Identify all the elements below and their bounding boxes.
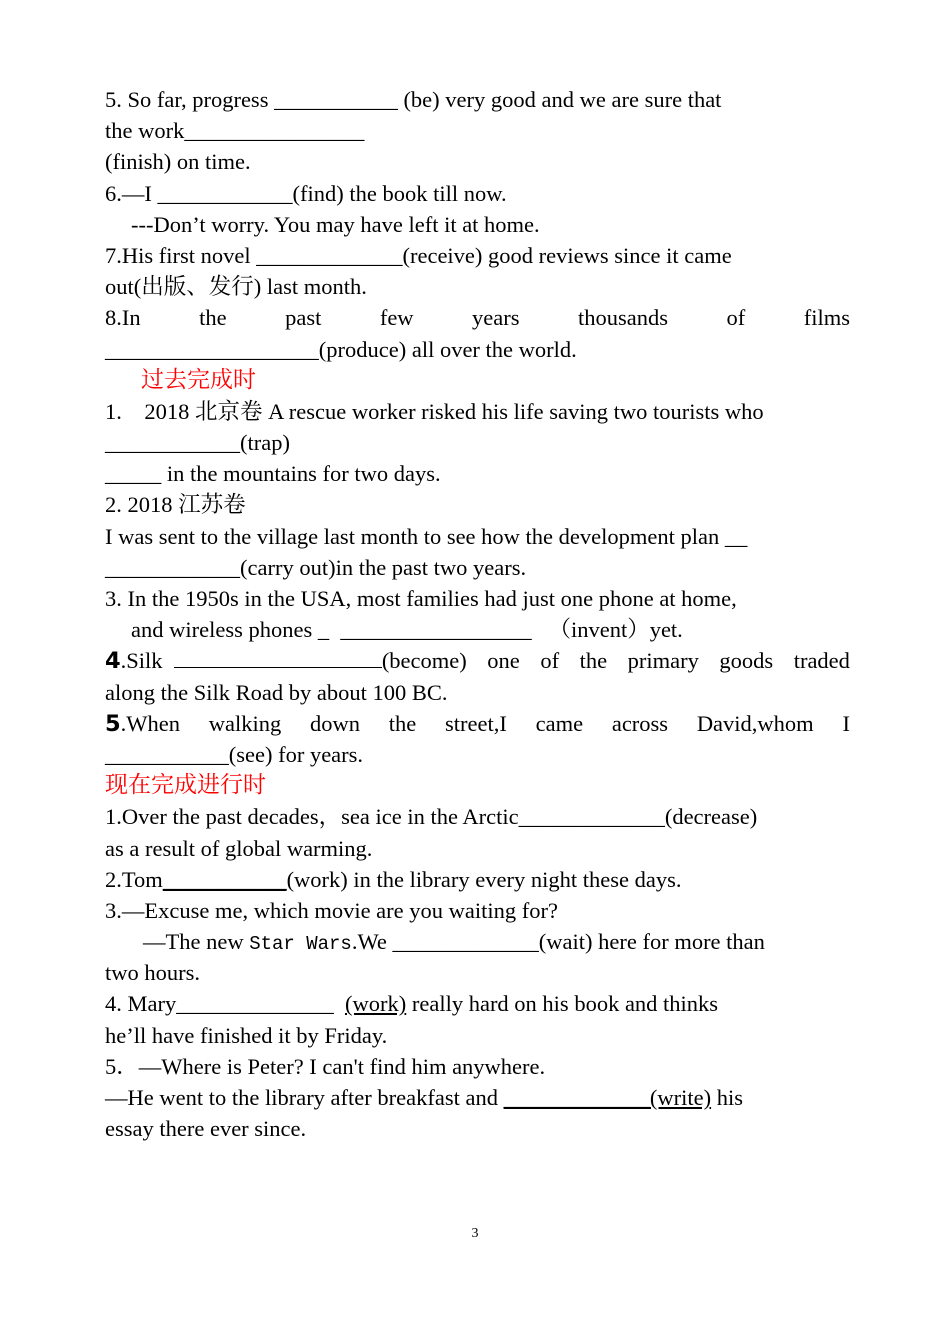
pp-q4-word: one <box>487 648 520 674</box>
pp-q4-word: traded <box>793 648 850 674</box>
q8-line-1 <box>105 302 850 333</box>
pp-q5-lead <box>105 708 180 739</box>
ppc-q5-line-3: essay there ever since. <box>105 1116 307 1142</box>
ppc-q5-lead: —He went to the library after breakfast and <box>105 1085 504 1110</box>
pp-q4-blank <box>174 645 382 668</box>
pp-q4-word: .Silk <box>120 648 163 674</box>
pp-q4-number: 4 <box>105 648 121 675</box>
q7-line-2: out(出版、发行) last month. <box>105 274 367 300</box>
ppc-q1-line-1: 1.Over the past decades，sea ice in the Arctic_____________(decrease) <box>105 804 758 830</box>
q8-word: 8.In <box>105 305 141 331</box>
q7-line-1: 7.His first novel _____________(receive) good reviews since it came <box>105 242 732 268</box>
ppc-q5-tail: his <box>711 1085 743 1110</box>
ppc-q3-line-3: two hours. <box>105 960 200 986</box>
q8-word: of <box>726 305 746 331</box>
pp-q4-lead <box>105 645 467 676</box>
ppc-q2-blank: ___________ <box>162 866 287 892</box>
q8-word: few <box>379 305 414 331</box>
pp-q4-line-2: along the Silk Road by about 100 BC. <box>105 679 448 705</box>
ppc-q5-line-2 <box>105 1082 850 1113</box>
q6-line-2: ---Don’t worry. You may have left it at home. <box>131 211 540 237</box>
pp-q4-word: the <box>579 648 608 674</box>
ppc-q5-blank: _____________(write) <box>503 1085 712 1110</box>
pp-q3-line-1: 3. In the 1950s in the USA, most families had just one phone at home, <box>105 586 737 611</box>
exercise-content <box>105 84 850 1144</box>
q5-line-2: the work________________ <box>105 118 365 144</box>
ppc-q4-lead: 4. Mary______________ <box>105 991 345 1017</box>
pp-q5-word: came <box>535 710 584 736</box>
ppc-q2-line-1 <box>105 864 850 895</box>
ppc-q2-lead: 2.Tom <box>105 866 163 892</box>
pp-q2-line-3: ____________(carry out)in the past two years. <box>105 554 527 580</box>
ppc-q4-line-2: he’ll have finished it by Friday. <box>105 1022 388 1048</box>
pp-q5-line-1 <box>105 708 850 739</box>
ppc-q3-lead: —The new <box>143 929 250 955</box>
q8-word: films <box>803 305 850 331</box>
ppc-q5-line-1: 5．—Where is Peter? I can't find him anywhere. <box>105 1053 546 1079</box>
pp-q5-word: David,whom <box>696 710 814 736</box>
pp-q5-number: 5 <box>105 710 121 737</box>
q8-word: thousands <box>578 305 669 331</box>
ppc-q4-line-1 <box>105 988 850 1019</box>
ppc-q3-tail: .We _____________(wait) here for more than <box>351 929 765 955</box>
ppc-q2-tail: (work) in the library every night these days. <box>286 866 682 892</box>
pp-q5-word: the <box>388 710 417 736</box>
pp-q1-line-1: 1. 2018 北京卷 A rescue worker risked his life saving two tourists who <box>105 398 764 424</box>
q8-word: years <box>472 305 520 331</box>
section-heading-present-perfect-continuous: 现在完成进行时 <box>105 772 266 799</box>
pp-q5-word: across <box>611 710 669 736</box>
q8-word: the <box>199 305 227 331</box>
pp-q4-word: of <box>540 648 560 674</box>
pp-q4-word: goods <box>719 648 774 674</box>
q5-line-1: 5. So far, progress ___________ (be) very good and we are sure that <box>105 87 722 112</box>
pp-q2-line-2: I was sent to the village last month to see how the development plan __ <box>105 523 748 549</box>
ppc-q3-movie-title: Star Wars <box>249 933 352 956</box>
pp-q5-word: walking <box>208 710 282 736</box>
ppc-q3-line-2 <box>105 926 850 957</box>
section-heading-past-perfect: 过去完成时 <box>141 366 256 393</box>
q8-word: past <box>285 305 322 331</box>
page-number: 3 <box>471 1226 479 1241</box>
pp-q5-word: down <box>310 710 361 736</box>
ppc-q4-verb: (work) <box>345 991 407 1017</box>
pp-q4-word: primary <box>627 648 699 674</box>
ppc-q3-line-1: 3.—Excuse me, which movie are you waiting for? <box>105 897 558 923</box>
pp-q3-line-2: and wireless phones _ _________________ （invent）yet. <box>131 617 683 643</box>
ppc-q4-tail: really hard on his book and thinks <box>406 991 719 1017</box>
pp-q5-word: I <box>842 710 850 736</box>
pp-q5-word: .When <box>120 710 181 736</box>
q6-line-1: 6.—I ____________(find) the book till now. <box>105 180 507 206</box>
q8-line-2: ___________________(produce) all over the world. <box>105 336 577 362</box>
pp-q5-word: street,I <box>445 710 507 736</box>
q5-line-3: (finish) on time. <box>105 149 251 175</box>
pp-q4-word: (become) <box>381 648 467 674</box>
pp-q2-line-1: 2. 2018 江苏卷 <box>105 492 246 518</box>
pp-q4-line-1 <box>105 645 850 676</box>
pp-q1-line-3: _____ in the mountains for two days. <box>105 461 441 487</box>
pp-q5-line-2: ___________(see) for years. <box>105 741 364 767</box>
pp-q1-line-2: ____________(trap) <box>105 430 290 456</box>
ppc-q1-line-2: as a result of global warming. <box>105 835 373 861</box>
